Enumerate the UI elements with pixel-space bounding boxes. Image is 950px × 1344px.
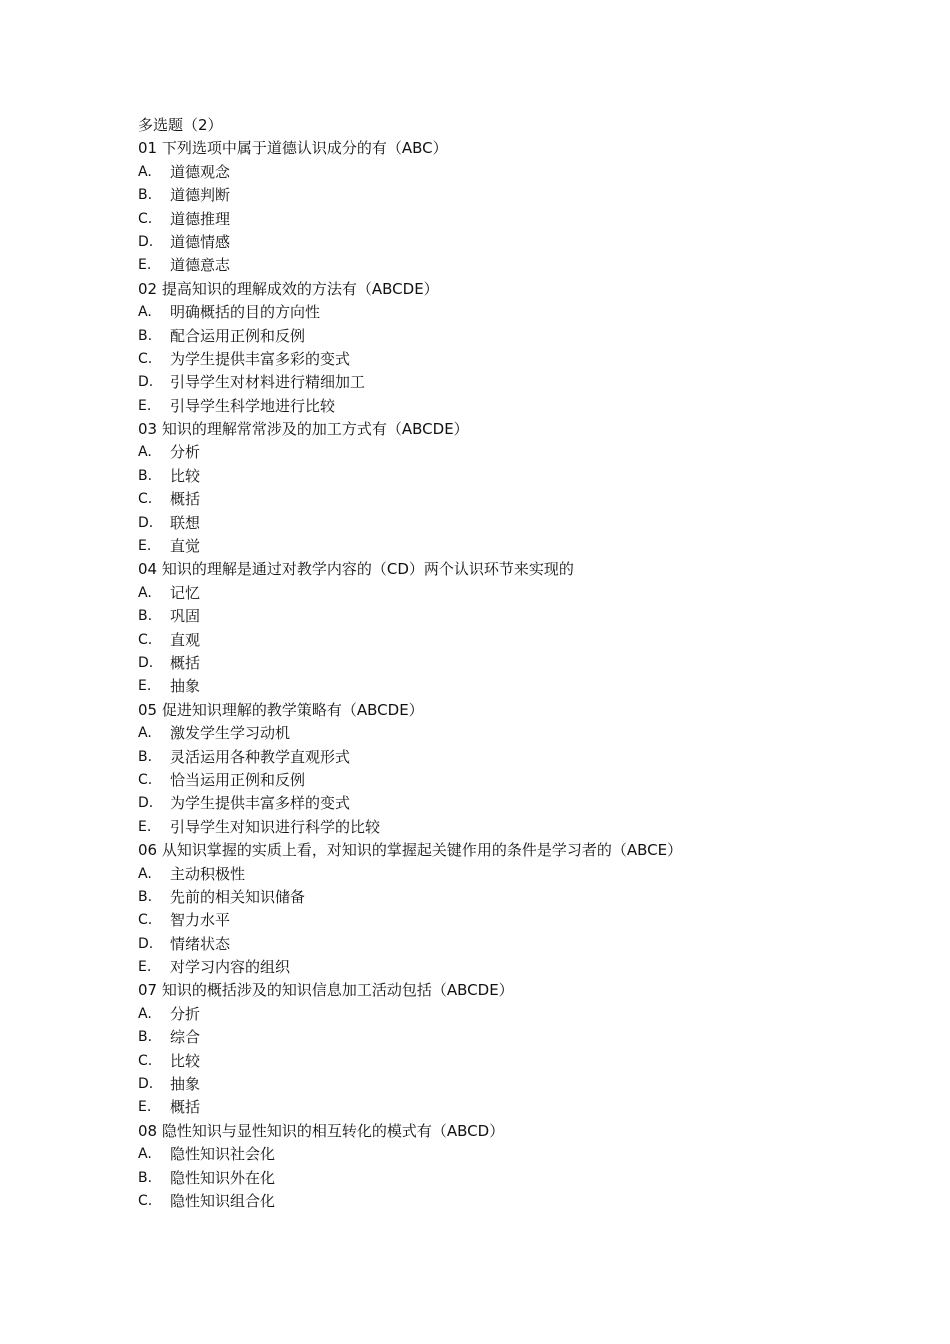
- option-text: 激发学生学习动机: [170, 724, 291, 743]
- option-letter: E.: [138, 538, 152, 555]
- question-list: [138, 137, 838, 1213]
- option-letter: C.: [138, 1052, 153, 1069]
- question-number: 02: [138, 279, 158, 298]
- question-number: 05: [138, 700, 158, 719]
- option-text: 引导学生对知识进行科学的比较: [170, 817, 381, 836]
- option-item: [138, 1003, 838, 1026]
- option-letter: D.: [138, 233, 154, 250]
- option-letter: E.: [138, 257, 152, 274]
- option-text: 对学习内容的组织: [170, 958, 291, 977]
- option-item: [138, 465, 838, 488]
- option-text: 道德情感: [170, 232, 231, 251]
- option-text: 分析: [170, 443, 201, 462]
- option-letter: B.: [138, 187, 153, 204]
- option-item: [138, 769, 838, 792]
- option-text: 道德意志: [170, 256, 231, 275]
- option-item: [138, 582, 838, 605]
- option-letter: B.: [138, 1029, 153, 1046]
- option-letter: C.: [138, 631, 153, 648]
- option-item: [138, 184, 838, 207]
- option-item: [138, 746, 838, 769]
- option-text: 道德判断: [170, 186, 231, 205]
- option-item: [138, 1050, 838, 1073]
- option-item: [138, 956, 838, 979]
- option-text: 直观: [170, 630, 201, 649]
- option-letter: A.: [138, 1005, 152, 1022]
- option-item: [138, 722, 838, 745]
- option-letter: D.: [138, 654, 154, 671]
- option-text: 概括: [170, 1098, 201, 1117]
- option-text: 比较: [170, 466, 201, 485]
- question-02: [138, 278, 838, 301]
- option-text: 隐性知识组合化: [170, 1191, 276, 1210]
- option-text: 引导学生科学地进行比较: [170, 396, 336, 415]
- option-item: [138, 816, 838, 839]
- question-number: 04: [138, 560, 158, 579]
- option-item: [138, 1190, 838, 1213]
- question-08: [138, 1120, 838, 1143]
- option-letter: A.: [138, 304, 152, 321]
- option-text: 为学生提供丰富多彩的变式: [170, 349, 351, 368]
- question-number: 08: [138, 1121, 158, 1140]
- option-letter: C.: [138, 210, 153, 227]
- option-item: [138, 1143, 838, 1166]
- option-item: [138, 1096, 838, 1119]
- question-text: 知识的理解是通过对教学内容的（CD）两个认识环节来实现的: [161, 560, 574, 579]
- option-text: 情绪状态: [170, 934, 231, 953]
- question-number: 07: [138, 981, 158, 1000]
- option-text: 抽象: [170, 677, 201, 696]
- question-07: [138, 979, 838, 1002]
- question-01: [138, 137, 838, 160]
- question-05: [138, 699, 838, 722]
- option-letter: B.: [138, 608, 153, 625]
- option-text: 智力水平: [170, 911, 231, 930]
- option-item: [138, 1073, 838, 1096]
- option-letter: A.: [138, 444, 152, 461]
- option-text: 主动积极性: [170, 864, 246, 883]
- option-letter: D.: [138, 795, 154, 812]
- option-text: 概括: [170, 653, 201, 672]
- option-letter: D.: [138, 514, 154, 531]
- option-item: [138, 792, 838, 815]
- option-item: [138, 909, 838, 932]
- option-letter: E.: [138, 1099, 152, 1116]
- option-letter: A.: [138, 584, 152, 601]
- question-number: 06: [138, 841, 158, 860]
- option-letter: A.: [138, 1146, 152, 1163]
- option-letter: A.: [138, 865, 152, 882]
- option-text: 隐性知识社会化: [170, 1145, 276, 1164]
- option-text: 恰当运用正例和反例: [170, 770, 306, 789]
- option-item: [138, 933, 838, 956]
- option-letter: E.: [138, 818, 152, 835]
- option-letter: A.: [138, 163, 152, 180]
- option-item: [138, 488, 838, 511]
- option-item: [138, 535, 838, 558]
- question-text: 提高知识的理解成效的方法有（ABCDE）: [161, 279, 439, 298]
- option-text: 直觉: [170, 537, 201, 556]
- question-04: [138, 558, 838, 581]
- option-item: [138, 441, 838, 464]
- option-text: 概括: [170, 490, 201, 509]
- question-number: 03: [138, 420, 158, 439]
- option-text: 引导学生对材料进行精细加工: [170, 373, 366, 392]
- option-letter: B.: [138, 748, 153, 765]
- question-text: 知识的理解常常涉及的加工方式有（ABCDE）: [161, 420, 469, 439]
- document-page: [138, 114, 838, 1213]
- option-text: 明确概括的目的方向性: [170, 303, 321, 322]
- option-letter: E.: [138, 959, 152, 976]
- option-letter: C.: [138, 491, 153, 508]
- option-letter: E.: [138, 397, 152, 414]
- option-text: 道德观念: [170, 162, 231, 181]
- option-item: [138, 512, 838, 535]
- document-title: 多选题（2）: [138, 116, 223, 134]
- option-letter: D.: [138, 935, 154, 952]
- option-item: [138, 395, 838, 418]
- option-text: 配合运用正例和反例: [170, 326, 306, 345]
- question-text: 促进知识理解的教学策略有（ABCDE）: [161, 700, 424, 719]
- option-item: [138, 886, 838, 909]
- option-letter: B.: [138, 1169, 153, 1186]
- option-item: [138, 1167, 838, 1190]
- option-letter: C.: [138, 771, 153, 788]
- question-text: 知识的概括涉及的知识信息加工活动包括（ABCDE）: [161, 981, 514, 1000]
- option-letter: D.: [138, 374, 154, 391]
- option-text: 抽象: [170, 1075, 201, 1094]
- option-item: [138, 1026, 838, 1049]
- option-letter: C.: [138, 350, 153, 367]
- option-item: [138, 231, 838, 254]
- option-letter: A.: [138, 725, 152, 742]
- question-number: 01: [138, 139, 158, 158]
- question-text: 从知识掌握的实质上看，对知识的掌握起关键作用的条件是学习者的（ABCE）: [161, 841, 683, 860]
- option-item: [138, 301, 838, 324]
- option-letter: B.: [138, 888, 153, 905]
- question-text: 下列选项中属于道德认识成分的有（ABC）: [161, 139, 448, 158]
- option-item: [138, 325, 838, 348]
- option-item: [138, 675, 838, 698]
- option-text: 灵活运用各种教学直观形式: [170, 747, 351, 766]
- option-item: [138, 652, 838, 675]
- option-item: [138, 863, 838, 886]
- option-text: 分折: [170, 1004, 201, 1023]
- question-03: [138, 418, 838, 441]
- option-text: 巩固: [170, 607, 201, 626]
- option-letter: B.: [138, 327, 153, 344]
- option-text: 综合: [170, 1028, 201, 1047]
- option-item: [138, 254, 838, 277]
- option-item: [138, 605, 838, 628]
- option-text: 联想: [170, 513, 201, 532]
- option-text: 记忆: [170, 583, 201, 602]
- option-text: 隐性知识外在化: [170, 1168, 276, 1187]
- option-item: [138, 208, 838, 231]
- option-item: [138, 629, 838, 652]
- option-text: 为学生提供丰富多样的变式: [170, 794, 351, 813]
- option-text: 道德推理: [170, 209, 231, 228]
- question-06: [138, 839, 838, 862]
- option-text: 比较: [170, 1051, 201, 1070]
- option-letter: C.: [138, 1192, 153, 1209]
- question-text: 隐性知识与显性知识的相互转化的模式有（ABCD）: [161, 1121, 505, 1140]
- option-letter: D.: [138, 1076, 154, 1093]
- option-letter: E.: [138, 678, 152, 695]
- option-letter: B.: [138, 467, 153, 484]
- option-item: [138, 348, 838, 371]
- option-text: 先前的相关知识储备: [170, 887, 306, 906]
- option-item: [138, 161, 838, 184]
- option-item: [138, 371, 838, 394]
- option-letter: C.: [138, 912, 153, 929]
